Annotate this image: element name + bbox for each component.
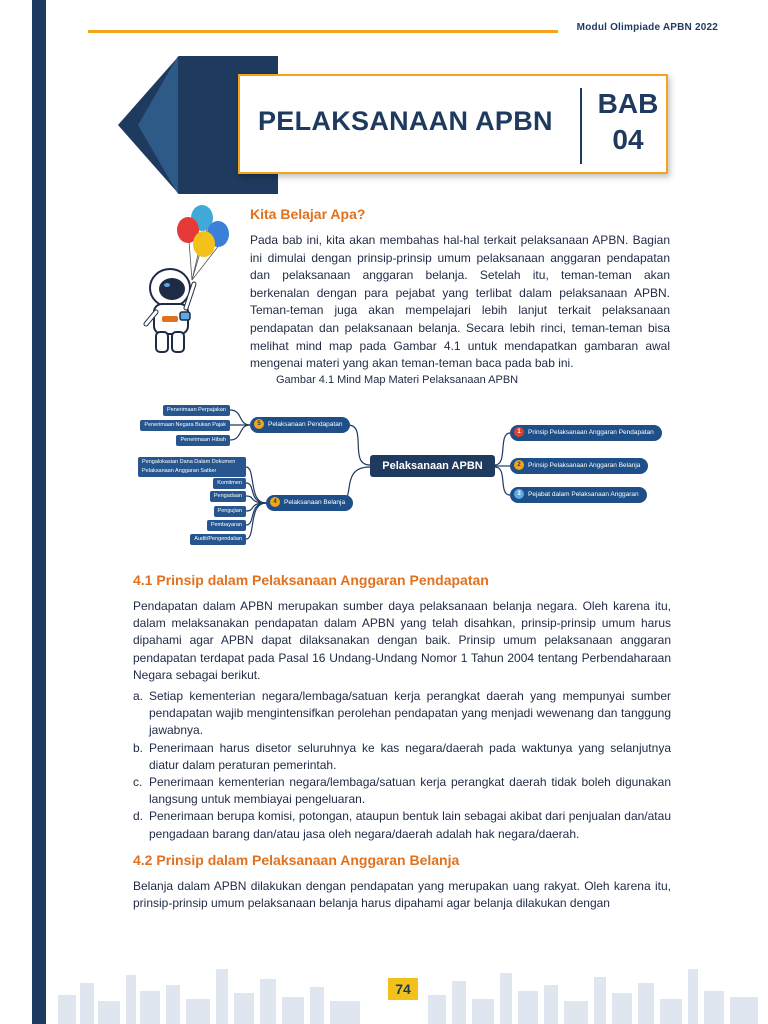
section-1-heading: 4.1 Prinsip dalam Pelaksanaan Anggaran Pendapatan <box>133 572 489 588</box>
mind-map-node-2 <box>510 458 648 474</box>
bab-divider <box>580 88 582 164</box>
list-item <box>133 688 671 740</box>
node-number-1: 1 <box>514 427 524 437</box>
header-rule <box>88 30 558 33</box>
mind-map-leaf: Pembayaran <box>207 520 246 531</box>
list-marker: a. <box>133 689 144 703</box>
mind-map-leaf: Audit/Pengendalian <box>190 534 246 545</box>
node-number-2: 2 <box>514 460 524 470</box>
chapter-title: PELAKSANAAN APBN <box>258 106 553 136</box>
list-item <box>133 740 671 774</box>
node-label-3: Pejabat dalam Pelaksanaan Anggaran <box>528 491 639 498</box>
list-item-text: Penerimaan harus disetor seluruhnya ke kas negara/daerah pada waktunya yang selanjutnya diatur dalam peraturan pemerintah. <box>149 740 671 772</box>
node-number-3: 3 <box>514 489 524 499</box>
mind-map-node-3 <box>510 487 647 503</box>
mind-map-leaf: Pengalokasian Dana Dalam Dokumen Pelaksanaan Anggaran Satker <box>138 457 246 477</box>
principles-list <box>133 688 671 843</box>
intro-paragraph: Pada bab ini, kita akan membahas hal-hal terkait pelaksanaan APBN. Bagian ini dimulai dengan prinsip-prinsip umum pelaksanaan anggaran pendapatan dan pelaksanaan anggaran belanja. Setelah itu, teman-teman akan berkenalan dengan para pejabat yang terlibat dalam pelaksanaan APBN. Teman-teman juga akan mempelajari lebih lanjut terkait pelaksanaan pendapatan dan pelaksanaan belanja. Secara lebih rinci, teman-teman bisa melihat mind map pada Gambar 4.1 untuk mendapatkan gambaran awal mengenai materi yang akan teman-teman baca pada bab ini. <box>250 233 670 371</box>
list-item-text: Setiap kementerian negara/lembaga/satuan kerja perangkat daerah yang mempunyai sumber pendapatan wajib mengintensifkan perolehan pendapatan yang menjadi wewenang dan tanggung jawabnya. <box>149 689 671 738</box>
list-marker: d. <box>133 809 144 824</box>
figure-caption: Gambar 4.1 Mind Map Materi Pelaksanaan APBN <box>276 374 519 386</box>
mind-map-node-5 <box>250 417 350 433</box>
node-label-1: Prinsip Pelaksanaan Anggaran Pendapatan <box>528 429 654 436</box>
chapter-chevron-accent <box>138 56 178 194</box>
node-number-4: 4 <box>270 497 280 507</box>
bab-number: 04 <box>612 124 644 155</box>
section-2-paragraph: Belanja dalam APBN dilakukan dengan pendapatan yang merupakan uang rakyat. Oleh karena itu, prinsip-prinsip umum pelaksanaan belanja harus dipahami agar belanja dilakukan dengan <box>133 879 671 911</box>
page-number: 74 <box>388 978 418 1000</box>
mind-map-node-4 <box>266 495 353 511</box>
list-marker: b. <box>133 740 144 755</box>
mind-map-leaf: Pengujian <box>214 506 246 517</box>
node-label-2: Prinsip Pelaksanaan Anggaran Belanja <box>528 462 641 469</box>
chapter-title-box <box>238 74 668 174</box>
intro-heading: Kita Belajar Apa? <box>250 206 366 222</box>
list-item <box>133 808 671 842</box>
list-marker: c. <box>133 775 143 790</box>
section-1-paragraph: Pendapatan dalam APBN merupakan sumber daya pelaksanaan belanja negara. Oleh karena itu, dalam melaksanakan pendapatan dalam APBN yang telah disahkan, prinsip-prinsip umum harus dipahami agar APBN dapat dilaksanakan dengan baik. Prinsip umum pelaksanaan anggaran pendapatan terdapat pada Pasal 16 Undang-Undang Nomor 1 Tahun 2004 tentang Perbendaharaan Negara sebagai berikut. <box>133 599 671 682</box>
left-side-bar <box>32 0 46 1024</box>
node-number-5: 5 <box>254 419 264 429</box>
mind-map <box>138 395 678 555</box>
mind-map-leaf: Komitmen <box>213 478 246 489</box>
node-label-4: Pelaksanaan Belanja <box>284 499 346 506</box>
node-label-5: Pelaksanaan Pendapatan <box>268 421 343 428</box>
list-item-text: Penerimaan berupa komisi, potongan, ataupun bentuk lain sebagai akibat dari penjualan dan/atau pengadaan barang dan/atau jasa oleh negara/daerah adalah hak negara/daerah. <box>149 809 671 841</box>
mind-map-center-node: Pelaksanaan APBN <box>370 455 495 477</box>
mind-map-leaf: Penerimaan Perpajakan <box>163 405 230 416</box>
list-item <box>133 774 671 808</box>
mind-map-node-1 <box>510 425 662 441</box>
module-title: Modul Olimpiade APBN 2022 <box>576 22 718 33</box>
section-2-heading: 4.2 Prinsip dalam Pelaksanaan Anggaran Belanja <box>133 852 460 868</box>
astronaut-balloons-illustration <box>140 200 240 370</box>
mind-map-leaf: Penerimaan Negara Bukan Pajak <box>140 420 230 431</box>
mind-map-leaf: Penerimaan Hibah <box>176 435 230 446</box>
bab-label: BAB <box>597 88 659 119</box>
mind-map-leaf: Pengadaan <box>210 491 246 502</box>
list-item-text: Penerimaan kementerian negara/lembaga/satuan kerja perangkat daerah tidak boleh digunakan langsung untuk membiayai pengeluaran. <box>149 775 671 807</box>
